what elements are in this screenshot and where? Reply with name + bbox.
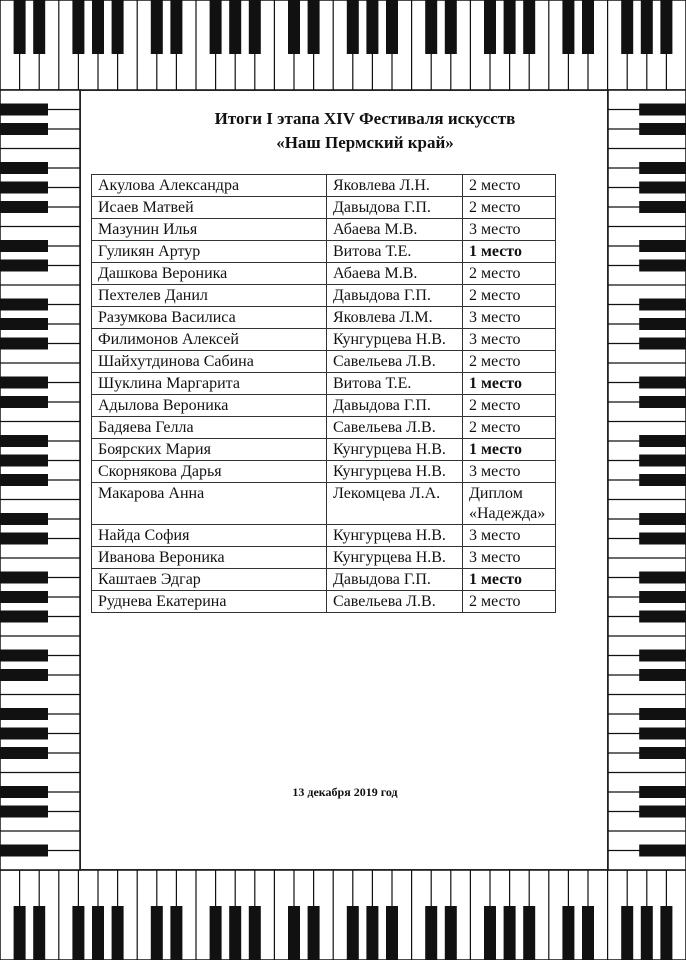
place-result: 3 место [463, 525, 556, 547]
place-result: Диплом «Надежда» [463, 483, 556, 525]
teacher-name: Давыдова Г.П. [327, 197, 463, 219]
place-result: 3 место [463, 307, 556, 329]
participant-name: Найда София [92, 525, 327, 547]
participant-name: Адылова Вероника [92, 395, 327, 417]
participant-name: Бадяева Гелла [92, 417, 327, 439]
teacher-name: Савельева Л.В. [327, 351, 463, 373]
participant-name: Исаев Матвей [92, 197, 327, 219]
participant-name: Руднева Екатерина [92, 591, 327, 613]
table-row [92, 525, 556, 547]
table-row [92, 439, 556, 461]
teacher-name: Савельева Л.В. [327, 591, 463, 613]
table-row [92, 219, 556, 241]
participant-name: Мазунин Илья [92, 219, 327, 241]
participant-name: Филимонов Алексей [92, 329, 327, 351]
document-date: 13 декабря 2019 год [292, 785, 398, 799]
teacher-name: Лекомцева Л.А. [327, 483, 463, 525]
table-row [92, 175, 556, 197]
table-row [92, 285, 556, 307]
place-result: 2 место [463, 591, 556, 613]
place-result: 2 место [463, 263, 556, 285]
place-result: 3 место [463, 329, 556, 351]
page-title: Итоги I этапа XIV Фестиваля искусств [214, 109, 516, 128]
table-row [92, 263, 556, 285]
participant-name: Каштаев Эдгар [92, 569, 327, 591]
table-row [92, 197, 556, 219]
place-result: 3 место [463, 219, 556, 241]
place-result: 2 место [463, 417, 556, 439]
teacher-name: Абаева М.В. [327, 219, 463, 241]
place-result: 2 место [463, 285, 556, 307]
place-result: 2 место [463, 351, 556, 373]
teacher-name: Кунгурцева Н.В. [327, 461, 463, 483]
place-result: 3 место [463, 547, 556, 569]
teacher-name: Витова Т.Е. [327, 241, 463, 263]
place-result: 2 место [463, 395, 556, 417]
place-result: 1 место [463, 373, 556, 395]
teacher-name: Давыдова Г.П. [327, 285, 463, 307]
teacher-name: Абаева М.В. [327, 263, 463, 285]
table-row [92, 569, 556, 591]
participant-name: Пехтелев Данил [92, 285, 327, 307]
results-table [91, 174, 556, 613]
participant-name: Разумкова Василиса [92, 307, 327, 329]
teacher-name: Яковлева Л.М. [327, 307, 463, 329]
table-row [92, 483, 556, 525]
place-result: 1 место [463, 569, 556, 591]
teacher-name: Кунгурцева Н.В. [327, 525, 463, 547]
festival-name: «Наш Пермский край» [276, 133, 454, 152]
teacher-name: Савельева Л.В. [327, 417, 463, 439]
participant-name: Акулова Александра [92, 175, 327, 197]
teacher-name: Витова Т.Е. [327, 373, 463, 395]
table-row [92, 351, 556, 373]
teacher-name: Яковлева Л.Н. [327, 175, 463, 197]
participant-name: Боярских Мария [92, 439, 327, 461]
table-row [92, 461, 556, 483]
table-row [92, 373, 556, 395]
participant-name: Шайхутдинова Сабина [92, 351, 327, 373]
table-row [92, 395, 556, 417]
participant-name: Шуклина Маргарита [92, 373, 327, 395]
place-result: 3 место [463, 461, 556, 483]
place-result: 2 место [463, 175, 556, 197]
participant-name: Макарова Анна [92, 483, 327, 525]
teacher-name: Кунгурцева Н.В. [327, 547, 463, 569]
participant-name: Дашкова Вероника [92, 263, 327, 285]
table-row [92, 307, 556, 329]
teacher-name: Давыдова Г.П. [327, 569, 463, 591]
table-row [92, 329, 556, 351]
teacher-name: Кунгурцева Н.В. [327, 439, 463, 461]
place-result: 2 место [463, 197, 556, 219]
teacher-name: Давыдова Г.П. [327, 395, 463, 417]
participant-name: Иванова Вероника [92, 547, 327, 569]
participant-name: Гуликян Артур [92, 241, 327, 263]
teacher-name: Кунгурцева Н.В. [327, 329, 463, 351]
table-row [92, 417, 556, 439]
participant-name: Скорнякова Дарья [92, 461, 327, 483]
table-row [92, 591, 556, 613]
place-result: 1 место [463, 241, 556, 263]
table-row [92, 241, 556, 263]
table-row [92, 547, 556, 569]
place-result: 1 место [463, 439, 556, 461]
results-sheet [80, 90, 608, 870]
